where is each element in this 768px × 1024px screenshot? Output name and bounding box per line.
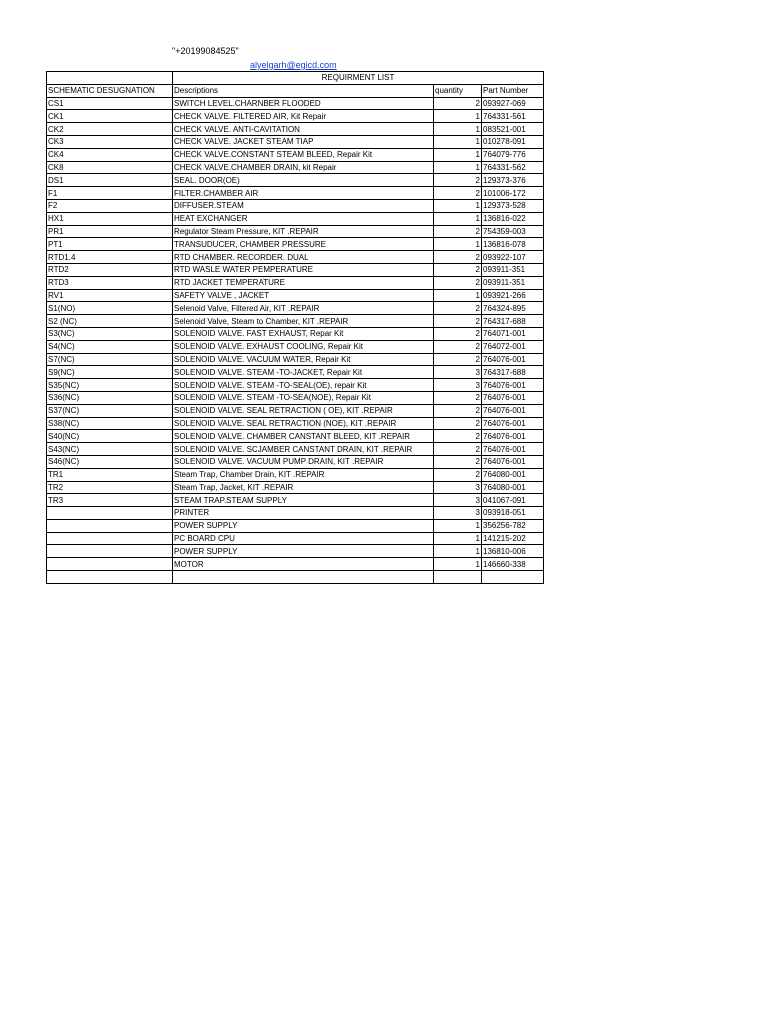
description-cell: CHECK VALVE. ANTI-CAVITATION <box>173 123 434 136</box>
part-number-cell: 141215-202 <box>482 532 544 545</box>
quantity-cell: 2 <box>434 391 482 404</box>
table-header-row <box>47 84 544 97</box>
designation-cell <box>47 507 173 520</box>
quantity-cell: 2 <box>434 455 482 468</box>
designation-cell: TR2 <box>47 481 173 494</box>
part-number-cell: 129373-528 <box>482 199 544 212</box>
table-row <box>47 379 544 392</box>
part-number-cell: 093922-107 <box>482 251 544 264</box>
part-number-cell: 129373-376 <box>482 174 544 187</box>
description-cell: SOLENOID VALVE. STEAM -TO-JACKET, Repair Kit <box>173 366 434 379</box>
description-cell: SOLENOID VALVE. STEAM -TO-SEAL(OE), repair Kit <box>173 379 434 392</box>
designation-cell: RTD2 <box>47 263 173 276</box>
quantity-cell: 3 <box>434 481 482 494</box>
designation-cell: S1(NO) <box>47 302 173 315</box>
designation-cell <box>47 558 173 571</box>
description-cell: STEAM TRAP.STEAM SUPPLY <box>173 494 434 507</box>
table-row <box>47 558 544 571</box>
table-row <box>47 507 544 520</box>
description-cell: Steam Trap, Jacket, KIT .REPAIR <box>173 481 434 494</box>
quantity-cell: 1 <box>434 519 482 532</box>
quantity-cell: 2 <box>434 404 482 417</box>
designation-cell: CK2 <box>47 123 173 136</box>
quantity-cell: 2 <box>434 225 482 238</box>
designation-cell: CK1 <box>47 110 173 123</box>
part-number-cell: 356256-782 <box>482 519 544 532</box>
table-row <box>47 199 544 212</box>
table-row <box>47 519 544 532</box>
description-cell: CHECK VALVE.CHAMBER DRAIN, kit Repair <box>173 161 434 174</box>
designation-cell: RTD3 <box>47 276 173 289</box>
designation-cell: RTD1.4 <box>47 251 173 264</box>
table-row <box>47 455 544 468</box>
description-cell: Selenoid Valve, Filtered Air, KIT .REPAIR <box>173 302 434 315</box>
designation-cell: TR3 <box>47 494 173 507</box>
part-number-cell: 764080-001 <box>482 468 544 481</box>
quantity-cell: 2 <box>434 174 482 187</box>
quantity-cell: 1 <box>434 161 482 174</box>
description-cell <box>173 571 434 584</box>
table-row <box>47 366 544 379</box>
column-header-part-number: Part Number <box>482 84 544 97</box>
quantity-cell: 2 <box>434 251 482 264</box>
table-row <box>47 289 544 302</box>
part-number-cell: 764080-001 <box>482 481 544 494</box>
part-number-cell: 754359-003 <box>482 225 544 238</box>
phone-number: "+20199084525" <box>172 46 239 56</box>
designation-cell <box>47 532 173 545</box>
part-number-cell <box>482 571 544 584</box>
part-number-cell: 093911-351 <box>482 276 544 289</box>
part-number-cell: 764076-001 <box>482 404 544 417</box>
description-cell: SOLENOID VALVE. FAST EXHAUST, Repar Kit <box>173 327 434 340</box>
part-number-cell: 146660-338 <box>482 558 544 571</box>
designation-cell <box>47 571 173 584</box>
quantity-cell: 2 <box>434 315 482 328</box>
designation-cell: S46(NC) <box>47 455 173 468</box>
table-row <box>47 353 544 366</box>
part-number-cell: 764076-001 <box>482 391 544 404</box>
table-row <box>47 135 544 148</box>
description-cell: HEAT EXCHANGER <box>173 212 434 225</box>
designation-cell: S4(NC) <box>47 340 173 353</box>
table-row <box>47 443 544 456</box>
table-row <box>47 481 544 494</box>
table-row <box>47 391 544 404</box>
quantity-cell: 1 <box>434 110 482 123</box>
part-number-cell: 764331-562 <box>482 161 544 174</box>
quantity-cell: 1 <box>434 123 482 136</box>
table-row <box>47 417 544 430</box>
quantity-cell: 1 <box>434 148 482 161</box>
description-cell: CHECK VALVE. JACKET STEAM TIAP <box>173 135 434 148</box>
quantity-cell: 2 <box>434 468 482 481</box>
part-number-cell: 764072-001 <box>482 340 544 353</box>
table-row <box>47 532 544 545</box>
table-row <box>47 110 544 123</box>
quantity-cell: 2 <box>434 263 482 276</box>
quantity-cell: 2 <box>434 340 482 353</box>
table-row <box>47 225 544 238</box>
part-number-cell: 041067-091 <box>482 494 544 507</box>
designation-cell: S37(NC) <box>47 404 173 417</box>
part-number-cell: 764076-001 <box>482 430 544 443</box>
quantity-cell: 1 <box>434 289 482 302</box>
part-number-cell: 764076-001 <box>482 353 544 366</box>
table-title-spacer <box>47 72 173 85</box>
quantity-cell: 2 <box>434 276 482 289</box>
designation-cell: S35(NC) <box>47 379 173 392</box>
quantity-cell: 2 <box>434 430 482 443</box>
description-cell: MOTOR <box>173 558 434 571</box>
table-row <box>47 571 544 584</box>
quantity-cell: 1 <box>434 238 482 251</box>
description-cell: DIFFUSER.STEAM <box>173 199 434 212</box>
designation-cell: CK4 <box>47 148 173 161</box>
designation-cell: S36(NC) <box>47 391 173 404</box>
description-cell: FILTER.CHAMBER AIR <box>173 187 434 200</box>
part-number-cell: 136816-022 <box>482 212 544 225</box>
description-cell: RTD JACKET TEMPERATURE <box>173 276 434 289</box>
description-cell: Steam Trap, Chamber Drain, KIT .REPAIR <box>173 468 434 481</box>
designation-cell: F1 <box>47 187 173 200</box>
description-cell: SOLENOID VALVE. STEAM -TO-SEA(NOE), Repair Kit <box>173 391 434 404</box>
quantity-cell: 3 <box>434 379 482 392</box>
description-cell: POWER SUPPLY <box>173 545 434 558</box>
table-row <box>47 468 544 481</box>
table-row <box>47 97 544 110</box>
table-row <box>47 302 544 315</box>
part-number-cell: 093911-351 <box>482 263 544 276</box>
quantity-cell: 2 <box>434 187 482 200</box>
designation-cell <box>47 519 173 532</box>
part-number-cell: 764076-001 <box>482 455 544 468</box>
part-number-cell: 101006-172 <box>482 187 544 200</box>
description-cell: RTD WASLE WATER PEMPERATURE <box>173 263 434 276</box>
quantity-cell: 1 <box>434 199 482 212</box>
table-row <box>47 494 544 507</box>
email-link[interactable]: alyelgarh@egicd.com <box>250 60 337 70</box>
designation-cell: CK8 <box>47 161 173 174</box>
requirement-table <box>46 71 544 584</box>
description-cell: SOLENOID VALVE. EXHAUST COOLING, Repair Kit <box>173 340 434 353</box>
part-number-cell: 093918-051 <box>482 507 544 520</box>
quantity-cell: 3 <box>434 366 482 379</box>
description-cell: SOLENOID VALVE. SEAL RETRACTION (NOE), KIT .REPAIR <box>173 417 434 430</box>
table-row <box>47 161 544 174</box>
quantity-cell: 1 <box>434 135 482 148</box>
description-cell: SWITCH LEVEL.CHARNBER FLOODED <box>173 97 434 110</box>
designation-cell: S3(NC) <box>47 327 173 340</box>
description-cell: PRINTER <box>173 507 434 520</box>
table-row <box>47 148 544 161</box>
designation-cell: CK3 <box>47 135 173 148</box>
quantity-cell: 3 <box>434 507 482 520</box>
designation-cell: S43(NC) <box>47 443 173 456</box>
part-number-cell: 764076-001 <box>482 379 544 392</box>
part-number-cell: 764317-688 <box>482 315 544 328</box>
column-header-designation: SCHEMATIC DESUGNATION <box>47 84 173 97</box>
description-cell: SOLENOID VALVE. SEAL RETRACTION ( OE), KIT .REPAIR <box>173 404 434 417</box>
quantity-cell: 1 <box>434 212 482 225</box>
quantity-cell: 2 <box>434 417 482 430</box>
quantity-cell: 3 <box>434 494 482 507</box>
quantity-cell <box>434 571 482 584</box>
description-cell: RTD CHAMBER. RECORDER. DUAL <box>173 251 434 264</box>
part-number-cell: 764317-688 <box>482 366 544 379</box>
designation-cell: CS1 <box>47 97 173 110</box>
part-number-cell: 764079-776 <box>482 148 544 161</box>
table-row <box>47 174 544 187</box>
quantity-cell: 1 <box>434 545 482 558</box>
table-row <box>47 212 544 225</box>
designation-cell: S40(NC) <box>47 430 173 443</box>
description-cell: SOLENOID VALVE. VACUUM WATER, Repair Kit <box>173 353 434 366</box>
part-number-cell: 764331-561 <box>482 110 544 123</box>
part-number-cell: 764076-001 <box>482 417 544 430</box>
description-cell: CHECK VALVE.CONSTANT STEAM BLEED, Repair Kit <box>173 148 434 161</box>
part-number-cell: 010278-091 <box>482 135 544 148</box>
part-number-cell: 093921-266 <box>482 289 544 302</box>
part-number-cell: 083521-001 <box>482 123 544 136</box>
table-row <box>47 315 544 328</box>
description-cell: SOLENOID VALVE. SCJAMBER CANSTANT DRAIN, KIT .REPAIR <box>173 443 434 456</box>
part-number-cell: 093927-069 <box>482 97 544 110</box>
part-number-cell: 764076-001 <box>482 443 544 456</box>
table-row <box>47 187 544 200</box>
designation-cell: S9(NC) <box>47 366 173 379</box>
column-header-description: Descriptions <box>173 84 434 97</box>
column-header-quantity: quantity <box>434 84 482 97</box>
table-title-row <box>47 72 544 85</box>
table-row <box>47 123 544 136</box>
description-cell: Regulator Steam Pressure, KIT .REPAIR <box>173 225 434 238</box>
part-number-cell: 136816-078 <box>482 238 544 251</box>
quantity-cell: 2 <box>434 302 482 315</box>
description-cell: SAFETY VALVE , JACKET <box>173 289 434 302</box>
table-body <box>47 97 544 583</box>
quantity-cell: 2 <box>434 443 482 456</box>
description-cell: SOLENOID VALVE. CHAMBER CANSTANT BLEED, KIT .REPAIR <box>173 430 434 443</box>
part-number-cell: 136810-006 <box>482 545 544 558</box>
designation-cell: DS1 <box>47 174 173 187</box>
table-title: REQUIRMENT LIST <box>173 72 544 85</box>
description-cell: PC BOARD CPU <box>173 532 434 545</box>
quantity-cell: 2 <box>434 97 482 110</box>
designation-cell: TR1 <box>47 468 173 481</box>
table-row <box>47 545 544 558</box>
part-number-cell: 764324-895 <box>482 302 544 315</box>
quantity-cell: 2 <box>434 327 482 340</box>
designation-cell: S7(NC) <box>47 353 173 366</box>
designation-cell: RV1 <box>47 289 173 302</box>
table-row <box>47 263 544 276</box>
designation-cell: S38(NC) <box>47 417 173 430</box>
description-cell: CHECK VALVE. FILTERED AIR, Kit Repair <box>173 110 434 123</box>
description-cell: TRANSUDUCER, CHAMBER PRESSURE <box>173 238 434 251</box>
part-number-cell: 764071-001 <box>482 327 544 340</box>
table-row <box>47 430 544 443</box>
designation-cell: S2 (NC) <box>47 315 173 328</box>
table-row <box>47 404 544 417</box>
quantity-cell: 1 <box>434 532 482 545</box>
designation-cell: HX1 <box>47 212 173 225</box>
table-row <box>47 327 544 340</box>
quantity-cell: 2 <box>434 353 482 366</box>
table-row <box>47 251 544 264</box>
table-row <box>47 238 544 251</box>
designation-cell: PR1 <box>47 225 173 238</box>
description-cell: SOLENOID VALVE. VACUUM PUMP DRAIN, KIT .REPAIR <box>173 455 434 468</box>
description-cell: POWER SUPPLY <box>173 519 434 532</box>
table-row <box>47 276 544 289</box>
designation-cell: F2 <box>47 199 173 212</box>
designation-cell: PT1 <box>47 238 173 251</box>
quantity-cell: 1 <box>434 558 482 571</box>
table-row <box>47 340 544 353</box>
designation-cell <box>47 545 173 558</box>
description-cell: SEAL. DOOR(OE) <box>173 174 434 187</box>
description-cell: Selenoid Valve, Steam to Chamber, KIT .REPAIR <box>173 315 434 328</box>
